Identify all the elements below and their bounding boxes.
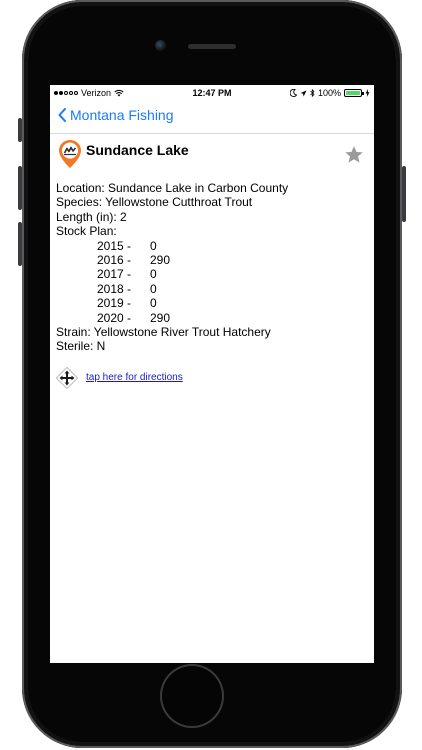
- stock-plan-label: Stock Plan:: [56, 224, 117, 239]
- stock-plan-row: [56, 253, 368, 267]
- directions-link[interactable]: tap here for directions: [86, 372, 183, 384]
- stock-year: 2016 -: [97, 253, 132, 268]
- stock-count: 0: [150, 296, 157, 311]
- stock-plan-row: [56, 239, 368, 253]
- earpiece-speaker: [188, 44, 236, 49]
- stock-plan-row: [56, 296, 368, 310]
- stock-year: 2018 -: [97, 281, 132, 296]
- chevron-left-icon: [58, 108, 66, 122]
- location-arrow-icon: [300, 90, 307, 97]
- directions-row[interactable]: [56, 366, 368, 390]
- home-button[interactable]: [162, 666, 222, 726]
- stock-plan-row: [56, 267, 368, 281]
- stock-count: 290: [150, 253, 171, 268]
- volume-up-button: [18, 166, 22, 210]
- power-button: [402, 166, 406, 222]
- stock-year: 2017 -: [97, 267, 132, 282]
- directions-sign-icon[interactable]: [56, 367, 78, 389]
- bluetooth-icon: [310, 89, 315, 97]
- status-bar: [50, 85, 374, 101]
- length-text: Length (in): 2: [56, 209, 127, 224]
- volume-down-button: [18, 222, 22, 266]
- mute-switch: [18, 118, 22, 142]
- lake-info: [56, 181, 368, 354]
- lake-detail: [56, 139, 368, 390]
- status-time: 12:47 PM: [192, 88, 232, 98]
- stock-count: 290: [150, 310, 171, 325]
- location-text: Location: Sundance Lake in Carbon County: [56, 181, 289, 195]
- title-row: [56, 139, 368, 175]
- screen: [50, 85, 374, 663]
- battery-icon: [344, 89, 362, 97]
- star-icon[interactable]: [344, 145, 364, 165]
- stock-count: 0: [150, 238, 157, 253]
- stock-year: 2015 -: [97, 238, 132, 253]
- back-button[interactable]: [58, 107, 174, 123]
- stock-year: 2020 -: [97, 310, 132, 325]
- battery-percent: 100%: [317, 88, 341, 98]
- stock-plan-row: [56, 282, 368, 296]
- carrier-name: Verizon: [81, 88, 112, 98]
- navigation-bar: [50, 101, 374, 134]
- map-pin-icon: [58, 139, 82, 169]
- stock-count: 0: [150, 281, 157, 296]
- stock-plan-row: [56, 311, 368, 325]
- lake-title: Sundance Lake: [86, 142, 189, 158]
- sterile-text: Sterile: N: [56, 339, 106, 354]
- stock-plan-list: [56, 239, 368, 325]
- strain-text: Strain: Yellowstone River Trout Hatchery: [56, 325, 271, 340]
- charging-bolt-icon: [365, 89, 370, 97]
- species-text: Species: Yellowstone Cutthroat Trout: [56, 195, 253, 210]
- stock-year: 2019 -: [97, 296, 132, 311]
- back-button-label: Montana Fishing: [70, 107, 174, 123]
- status-right: [290, 88, 370, 98]
- moon-icon: [290, 89, 297, 97]
- front-camera: [155, 40, 166, 51]
- stock-count: 0: [150, 267, 157, 282]
